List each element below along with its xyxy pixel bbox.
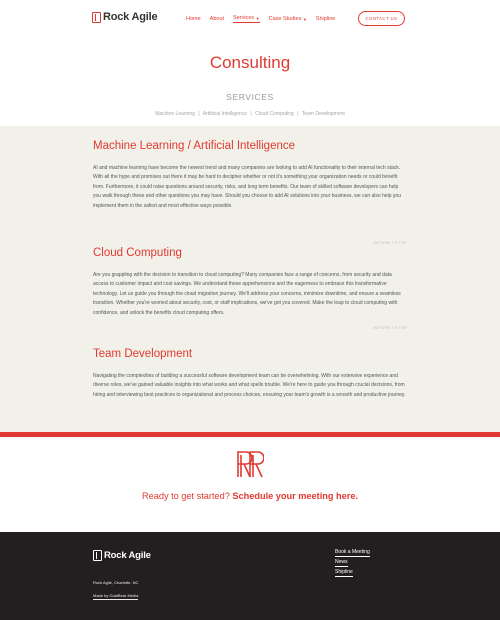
main-nav [186, 15, 344, 23]
anchor-link-cloud-computing[interactable]: Cloud Computing [255, 111, 294, 117]
footer-links [335, 549, 370, 579]
footer-logo[interactable] [93, 550, 151, 561]
footer-link-shipline[interactable]: Shipline [335, 569, 353, 575]
anchor-link-machine-learning[interactable]: Machine Learning [155, 111, 195, 117]
section-team-development [93, 348, 407, 400]
footer-link-news[interactable]: News [335, 559, 348, 565]
section-body: Are you grappling with the decision to transition to cloud computing? Many companies face a range of concerns, from security and data access to customer impact and cost savings. We understand these apprehensions and the eagerness to embrace this transformative technology. Let us guide you through the cloud migration journey. We'll address your concerns, minimize downtime, and ensure a seamless transition. Whether you're worried about security, cost, or staff implications, we've got you covered. Make the leap to cloud computing with confidence, and unlock the benefits cloud computing offers. [93, 272, 401, 316]
section-cloud-computing [93, 247, 407, 330]
return-to-top-link[interactable]: RETURN TO TOP [373, 326, 407, 330]
chevron-down-icon: ▼ [302, 16, 307, 22]
services-anchor-links [0, 111, 500, 117]
nav-home[interactable]: Home [186, 16, 201, 22]
cta-lead: Ready to get started? [141, 491, 230, 501]
section-body: Navigating the complexities of building a successful software development team can be overwhelming. With our extensive experience and diverse roles, we've gained valuable insights into what works and what spells trouble. We're here to guide you through crucial decisions, from hiring and interviewing best practices to organizational and process choices, ensuring your team's growth is a smooth and productive journey. [93, 373, 406, 398]
logo-mark-icon [92, 12, 101, 23]
logo-mark-icon [93, 550, 102, 561]
page-subtitle: SERVICES [226, 92, 274, 102]
made-by-link[interactable]: Made by GoldBear Media [93, 593, 139, 598]
rr-monogram-icon [236, 451, 264, 478]
link-separator: | [297, 111, 299, 117]
return-to-top-link[interactable]: RETURN TO TOP [373, 241, 407, 245]
anchor-link-team-development[interactable]: Team Development [301, 111, 345, 117]
section-ml-ai [93, 140, 407, 245]
logo-text: Rock Agile [103, 11, 158, 23]
section-title: Team Development [93, 348, 193, 360]
nav-services[interactable]: Services ▼ [233, 15, 260, 21]
site-logo[interactable] [92, 11, 157, 23]
contact-us-button[interactable]: CONTACT US [358, 11, 405, 26]
site-footer [0, 532, 500, 620]
schedule-meeting-link[interactable]: Schedule your meeting here. [232, 491, 359, 501]
link-separator: | [198, 111, 200, 117]
site-header [0, 0, 500, 38]
section-body: AI and machine learning have become the newest trend and many companies are looking to add AI functionality to their internal tech stack. With all the hype and promises out there it may be hard to decipher whether or not it's something your organization needs or could benefit from. Furthermore, it could raise questions around security, risks, and long term benefits. Our team of skilled software developers can help you walk through these and other questions you may have. Should you choose to add AI solutions into your business, we can also help you implement them in the safest and most effective ways possible. [93, 165, 401, 209]
services-content [0, 126, 500, 432]
footer-logo-text: Rock Agile [104, 550, 151, 561]
chevron-down-icon: ▼ [255, 15, 260, 21]
cta-message [0, 490, 500, 503]
section-title: Cloud Computing [93, 247, 182, 259]
anchor-link-artificial-intelligence[interactable]: Artificial Intelligence [202, 111, 247, 117]
nav-shipline[interactable]: Shipline [315, 16, 336, 22]
link-separator: | [250, 111, 252, 117]
page-title: Consulting [209, 53, 291, 72]
divider-bar [0, 432, 500, 437]
section-title: Machine Learning / Artificial Intelligence [93, 140, 296, 152]
nav-case-studies[interactable]: Case Studies ▼ [268, 16, 307, 22]
footer-address: Rock Agile, Charlotte, NC [93, 580, 139, 585]
footer-link-book-meeting[interactable]: Book a Meeting [335, 549, 370, 555]
nav-about[interactable]: About [209, 16, 225, 22]
